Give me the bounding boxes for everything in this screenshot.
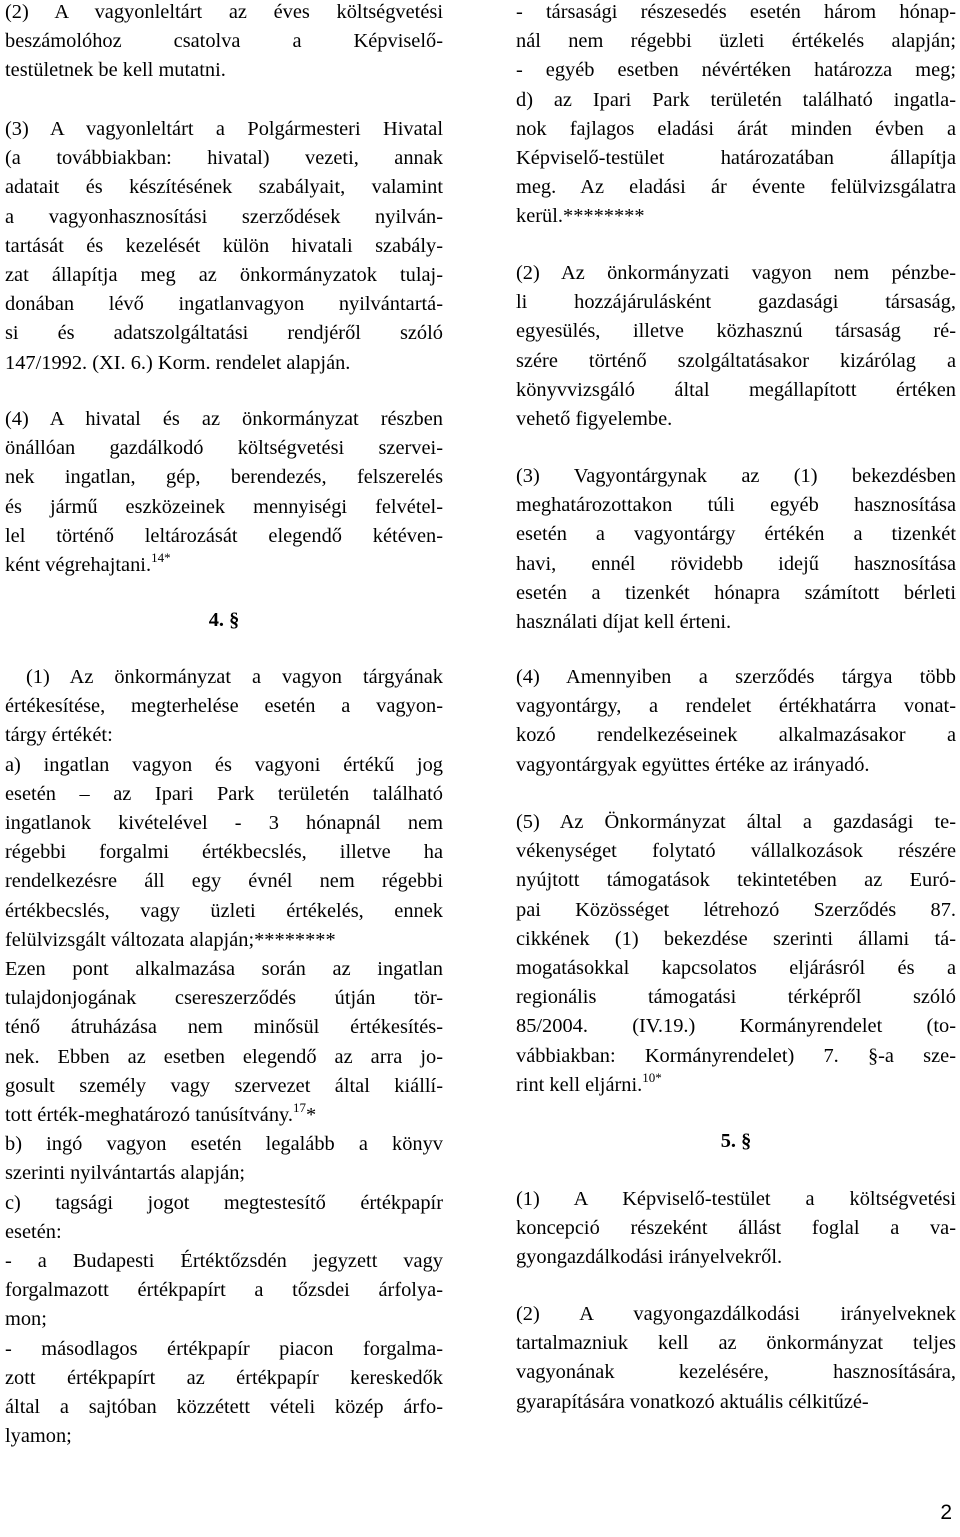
text-line: gosult személy vagy szervezet által kiállí- xyxy=(5,1074,443,1097)
text-line: a) ingatlan vagyon és vagyoni értékű jog xyxy=(5,753,443,776)
text-line: zott értékpapírt az értékpapír kereskedők xyxy=(5,1366,443,1389)
text-line: (2) Az önkormányzati vagyon nem pénzbe- xyxy=(516,262,956,284)
text-line: szére történő szolgáltatásakor kizárólag a xyxy=(516,349,956,372)
text-line: - társasági részesedés esetén három hónap- xyxy=(516,1,956,23)
footnote-ref: 17 xyxy=(293,1100,307,1116)
text-line: d) az Ipari Park területén található ingatla- xyxy=(516,88,956,111)
text-line: zat állapítja meg az önkormányzatok tulaj- xyxy=(5,264,443,287)
text-fragment: ként végrehajtani. xyxy=(5,554,152,577)
text-line: önállóan gazdálkodó költségvetési szervei- xyxy=(5,437,443,460)
text-line: könyvvizsgáló által megállapított értéken xyxy=(516,378,956,401)
text-line: meghatározottakon túli egyéb hasznosítása xyxy=(516,494,956,517)
text-line: donában lévő ingatlanvagyon nyilvántartá- xyxy=(5,293,443,316)
text-line: mogatásokkal kapcsolatos eljárásról és a xyxy=(516,957,956,980)
text-line: lyamon; xyxy=(5,1425,72,1448)
text-line: rendelkezésre áll egy évnél nem régebbi xyxy=(5,870,443,893)
text-line: (5) Az Önkormányzat által a gazdasági te- xyxy=(516,811,956,833)
text-fragment: rint kell eljárni. xyxy=(516,1073,643,1096)
text-line: li hozzájárulásként gazdasági társaság, xyxy=(516,291,956,314)
text-fragment: tott érték-meghatározó tanúsítvány. xyxy=(5,1104,294,1127)
text-line: havi, ennél rövidebb idejű hasznosítása xyxy=(516,552,956,575)
section-5-paragraph-1 xyxy=(516,1185,956,1273)
text-line: c) tagsági jogot megtestesítő értékpapír xyxy=(5,1191,443,1214)
text-line: 147/1992. (XI. 6.) Korm. rendelet alapján. xyxy=(5,351,351,374)
text-line: cikkének (1) bekezdése szerinti állami tá- xyxy=(516,927,956,950)
text-line: esetén – az Ipari Park területén található xyxy=(5,782,443,805)
text-line: kozó rendelkezéseinek alkalmazásakor a xyxy=(516,724,956,747)
text-fragment: * xyxy=(306,1104,317,1127)
text-line: (1) Az önkormányzat a vagyon tárgyának xyxy=(5,666,443,688)
text-line: - egyéb esetben névértéken határozza meg; xyxy=(516,59,956,82)
continuation-paragraph xyxy=(516,0,956,232)
text-line: regionális támogatási térképről szóló xyxy=(516,986,956,1009)
paragraph-5-right xyxy=(516,808,956,1100)
text-line: (4) A hivatal és az önkormányzat részben xyxy=(5,408,443,430)
text-line: testületnek be kell mutatni. xyxy=(5,59,226,82)
text-line: vékenységet folytató vállalkozások részére xyxy=(516,840,956,863)
text-line: használati díjat kell érteni. xyxy=(516,611,732,634)
text-line: értékbecslés, vagy üzleti értékelés, ennek xyxy=(5,899,443,922)
footnote-ref: 10* xyxy=(642,1069,662,1085)
text-line: b) ingó vagyon esetén legalább a könyv xyxy=(5,1133,443,1156)
text-line: esetén a vagyontárgy értékén a tizenkét xyxy=(516,523,956,546)
text-line: (a továbbiakban: hivatal) vezeti, annak xyxy=(5,147,443,170)
text-line: értékesítése, megterhelése esetén a vagyon- xyxy=(5,695,443,718)
text-line: nek ingatlan, gép, berendezés, felszerelés xyxy=(5,466,443,489)
text-line: 85/2004. (IV.19.) Kormányrendelet (to- xyxy=(516,1015,956,1038)
text-line: mon; xyxy=(5,1308,47,1331)
text-line: vagyontárgyak együttes értéke az irányadó. xyxy=(516,753,870,776)
text-line: vehető figyelembe. xyxy=(516,408,673,431)
section-heading-5: 5. § xyxy=(720,1130,752,1152)
section-4-paragraph-1 xyxy=(5,663,443,1451)
text-line: (3) A vagyonleltárt a Polgármesteri Hivatal xyxy=(5,118,443,140)
text-line: (4) Amennyiben a szerződés tárgya több xyxy=(516,666,956,688)
text-line: tartalmazniuk kell az önkormányzat teljes xyxy=(516,1332,956,1355)
text-line: tulajdonjogának csereszerződés útján tör- xyxy=(5,987,443,1010)
text-line: beszámolóhoz csatolva a Képviselő- xyxy=(5,30,443,53)
text-line: Ezen pont alkalmazása során az ingatlan xyxy=(5,958,443,981)
text-line: (2) A vagyongazdálkodási irányelveknek xyxy=(516,1303,956,1325)
text-line: adatait és készítésének szabályait, valamint xyxy=(5,176,443,199)
text-line: a vagyonhasznosítási szerződések nyilván- xyxy=(5,205,443,228)
text-line: esetén: xyxy=(5,1220,62,1243)
text-line: által a sajtóban közzétett vételi közép árfo- xyxy=(5,1396,443,1419)
text-line: ténő átruházása nem minősül értékesítés- xyxy=(5,1016,443,1039)
text-line: ingatlanok kivételével - 3 hónapnál nem xyxy=(5,812,443,835)
paragraph-2-left xyxy=(5,0,443,86)
text-line: nyújtott támogatások tekintetében az Euró- xyxy=(516,869,956,892)
text-line: nok fajlagos eladási árát minden évben a xyxy=(516,117,956,140)
text-line: felülvizsgált változata alapján;******** xyxy=(5,928,336,951)
text-line: si és adatszolgáltatási rendjéről szóló xyxy=(5,322,443,345)
text-line: (2) A vagyonleltárt az éves költségvetési xyxy=(5,1,443,23)
text-line: Képviselő-testület határozatában állapítja xyxy=(516,147,956,170)
paragraph-4-right xyxy=(516,663,956,780)
paragraph-2-right xyxy=(516,259,956,434)
text-line: vagyontárgy, a rendelet értékhatárra vonat- xyxy=(516,695,956,718)
text-line: (1) A Képviselő-testület a költségvetési xyxy=(516,1188,956,1210)
text-line: forgalmazott értékpapírt a tőzsdei árfolya- xyxy=(5,1279,443,1302)
text-line: nál nem régebbi üzleti értékelés alapján; xyxy=(516,30,956,53)
paragraph-3-left xyxy=(5,115,443,378)
text-line: gyarapítására vonatkozó aktuális célkitűzé- xyxy=(516,1390,869,1413)
section-heading-4: 4. § xyxy=(208,609,240,631)
paragraph-4-left xyxy=(5,405,443,580)
text-line: tárgy értékét: xyxy=(5,724,113,747)
text-line: lel történő leltározását elegendő kétéven- xyxy=(5,524,443,547)
text-line: vagyonának kezelésére, hasznosítására, xyxy=(516,1361,956,1384)
text-line: esetén a tizenkét hónapra számított bérleti xyxy=(516,581,956,604)
text-line: nek. Ebben az esetben elegendő az arra jo- xyxy=(5,1045,443,1068)
text-line: koncepció részeként állást foglal a va- xyxy=(516,1217,956,1240)
text-line: tartását és kezelését külön hivatali szabály- xyxy=(5,234,443,257)
text-line: - másodlagos értékpapír piacon forgalma- xyxy=(5,1337,443,1360)
text-line xyxy=(5,551,443,580)
text-line: egyesülés, illetve közhasznú társaság ré- xyxy=(516,320,956,343)
text-line xyxy=(5,1101,443,1130)
footnote-ref: 14* xyxy=(151,550,171,566)
section-5-paragraph-2 xyxy=(516,1300,956,1417)
text-line: és jármű eszközeinek mennyiségi felvétel- xyxy=(5,495,443,518)
text-line xyxy=(516,1071,956,1100)
paragraph-3-right xyxy=(516,462,956,637)
text-line: pai Közösséget létrehozó Szerződés 87. xyxy=(516,898,956,921)
page-number: 2 xyxy=(940,1501,952,1524)
text-line: - a Budapesti Értéktőzsdén jegyzett vagy xyxy=(5,1250,443,1273)
text-line: kerül.******** xyxy=(516,205,645,228)
text-line: régebbi forgalmi értékbecslés, illetve ha xyxy=(5,841,443,864)
text-line: vábbiakban: Kormányrendelet) 7. §-a sze- xyxy=(516,1044,956,1067)
text-line: (3) Vagyontárgynak az (1) bekezdésben xyxy=(516,465,956,487)
text-line: szerinti nyilvántartás alapján; xyxy=(5,1162,246,1185)
text-line: gyongazdálkodási irányelvekről. xyxy=(516,1246,783,1269)
text-line: meg. Az eladási ár évente felülvizsgálatra xyxy=(516,176,956,199)
